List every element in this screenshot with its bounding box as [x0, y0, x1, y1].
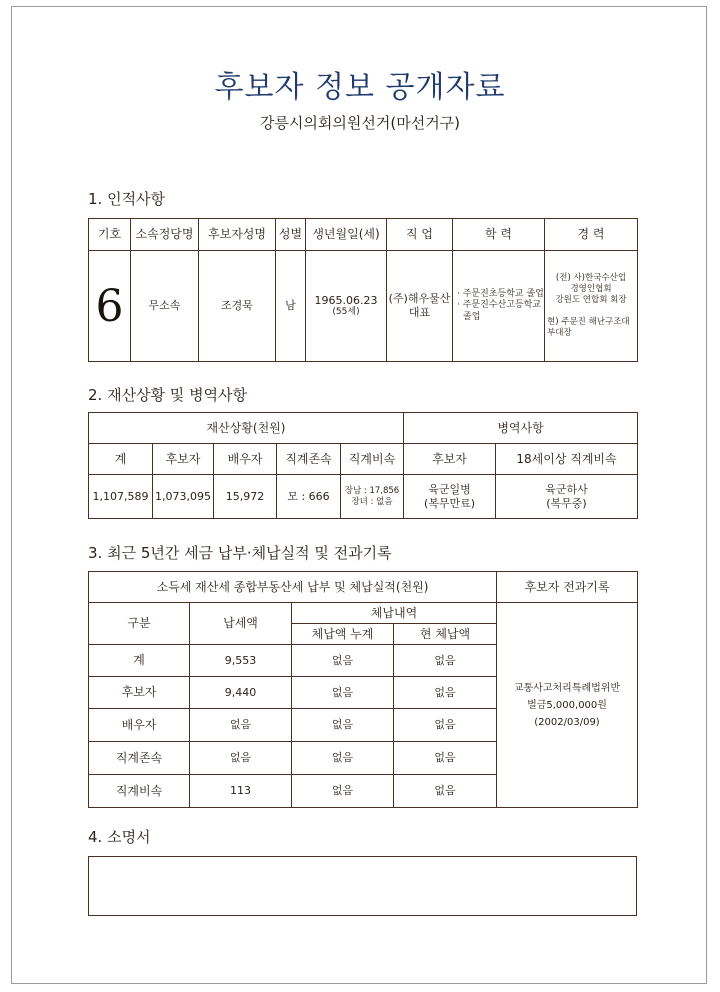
header-gender: 성별 [276, 219, 306, 251]
col-total: 계 [89, 444, 153, 475]
military-candidate [404, 475, 496, 519]
col-mil-candidate: 후보자 [404, 444, 496, 475]
candidate-name: 조경묵 [199, 251, 276, 362]
tax-row-paid: 113 [190, 775, 292, 808]
candidate-number: 6 [89, 251, 131, 362]
header-military: 병역사항 [404, 413, 638, 444]
header-career: 경 력 [545, 219, 638, 251]
edu-line-3: 졸업 [463, 311, 481, 322]
crime-line-3: (2002/03/09) [534, 716, 600, 728]
tax-row-type: 후보자 [89, 677, 190, 709]
tax-row-type: 직계존속 [89, 742, 190, 775]
tax-row-arrears-total: 없음 [292, 775, 394, 808]
header-property: 재산상황(천원) [89, 413, 404, 444]
career-line-4: 현) 주문진 해난구조대 [547, 317, 630, 328]
tax-row-arrears-current: 없음 [394, 742, 497, 775]
page-subtitle: 강릉시의회의원선거(마선거구) [259, 114, 461, 132]
tax-row-arrears-current: 없음 [394, 775, 497, 808]
section-1-heading: 1. 인적사항 [88, 190, 166, 208]
section-3-heading: 3. 최근 5년간 세금 납부·체납실적 및 전과기록 [88, 544, 392, 562]
header-crime: 후보자 전과기록 [497, 572, 638, 603]
job-line-1: (주)해우물산 [388, 292, 451, 306]
crime-record [497, 603, 638, 808]
property-spouse: 15,972 [214, 475, 277, 519]
property-candidate: 1,073,095 [153, 475, 214, 519]
tax-row-arrears-total: 없음 [292, 742, 394, 775]
candidate-career [545, 251, 638, 362]
candidate-birth [306, 251, 387, 362]
statement-box [88, 856, 637, 916]
career-line-5: 부대장 [547, 327, 572, 338]
col-mil-descendant: 18세이상 직계비속 [496, 444, 638, 475]
mil-desc-rank: 육군하사 [545, 482, 588, 496]
header-birth: 생년월일(세) [306, 219, 387, 251]
col-ascendant: 직계존속 [277, 444, 341, 475]
section-2-heading: 2. 재산상황 및 병역사항 [88, 386, 248, 404]
military-descendant [496, 475, 638, 519]
tax-row-paid: 없음 [190, 742, 292, 775]
personal-table [88, 218, 638, 362]
tax-row-arrears-current: 없음 [394, 709, 497, 742]
header-number: 기호 [89, 219, 131, 251]
tax-row-arrears-total: 없음 [292, 677, 394, 709]
birth-date: 1965.06.23 [314, 293, 378, 307]
mil-candidate-rank: 육군일병 [428, 482, 471, 496]
crime-line-1: 교통사고처리특례법위반 [513, 682, 621, 694]
tax-row-type: 배우자 [89, 709, 190, 742]
descendant-daughter: 장녀 : 없음 [351, 496, 393, 507]
tax-row-paid: 없음 [190, 709, 292, 742]
tax-row-type: 직계비속 [89, 775, 190, 808]
page-title: 후보자 정보 공개자료 [214, 70, 506, 105]
col-descendant: 직계비속 [341, 444, 404, 475]
job-line-2: 대표 [408, 306, 431, 319]
candidate-job [387, 251, 453, 362]
birth-age: (55세) [332, 307, 360, 318]
tax-row-arrears-current: 없음 [394, 645, 497, 677]
edu-line-2: · 주문진수산고등학교 [457, 300, 541, 311]
col-type: 구분 [89, 603, 190, 645]
career-line-1: (전) 사)한국수산업 [555, 273, 627, 284]
tax-row-type: 계 [89, 645, 190, 677]
crime-line-2: 벌금5,000,000원 [527, 699, 607, 711]
section-4-heading: 4. 소명서 [88, 828, 151, 846]
career-line-3: 강원도 연합회 회장 [555, 294, 627, 305]
candidate-education [453, 251, 545, 362]
mil-desc-status: (복무중) [546, 496, 587, 510]
tax-row-paid: 9,440 [190, 677, 292, 709]
candidate-gender: 남 [276, 251, 306, 362]
col-candidate: 후보자 [153, 444, 214, 475]
tax-row-arrears-total: 없음 [292, 645, 394, 677]
candidate-party: 무소속 [131, 251, 199, 362]
career-line-2: 경영인협회 [570, 284, 612, 295]
col-arrears-total: 체납액 누계 [292, 624, 394, 645]
col-arrears: 체납내역 [292, 603, 497, 624]
col-paid: 납세액 [190, 603, 292, 645]
tax-row-arrears-current: 없음 [394, 677, 497, 709]
property-total: 1,107,589 [89, 475, 153, 519]
col-spouse: 배우자 [214, 444, 277, 475]
tax-row-paid: 9,553 [190, 645, 292, 677]
header-education: 학 력 [453, 219, 545, 251]
tax-row-arrears-total: 없음 [292, 709, 394, 742]
descendant-son: 장남 : 17,856 [344, 485, 400, 496]
property-table [88, 412, 638, 519]
header-party: 소속정당명 [131, 219, 199, 251]
header-job: 직 업 [387, 219, 453, 251]
tax-table [88, 571, 638, 808]
property-ascendant: 모 : 666 [277, 475, 341, 519]
edu-line-1: · 주문진초등학교 졸업 [457, 289, 544, 300]
mil-candidate-status: (복무만료) [423, 496, 476, 510]
statement-content [89, 857, 637, 916]
col-arrears-current: 현 체납액 [394, 624, 497, 645]
header-name: 후보자성명 [199, 219, 276, 251]
property-descendant [341, 475, 404, 519]
header-tax: 소득세 재산세 종합부동산세 납부 및 체납실적(천원) [89, 572, 497, 603]
